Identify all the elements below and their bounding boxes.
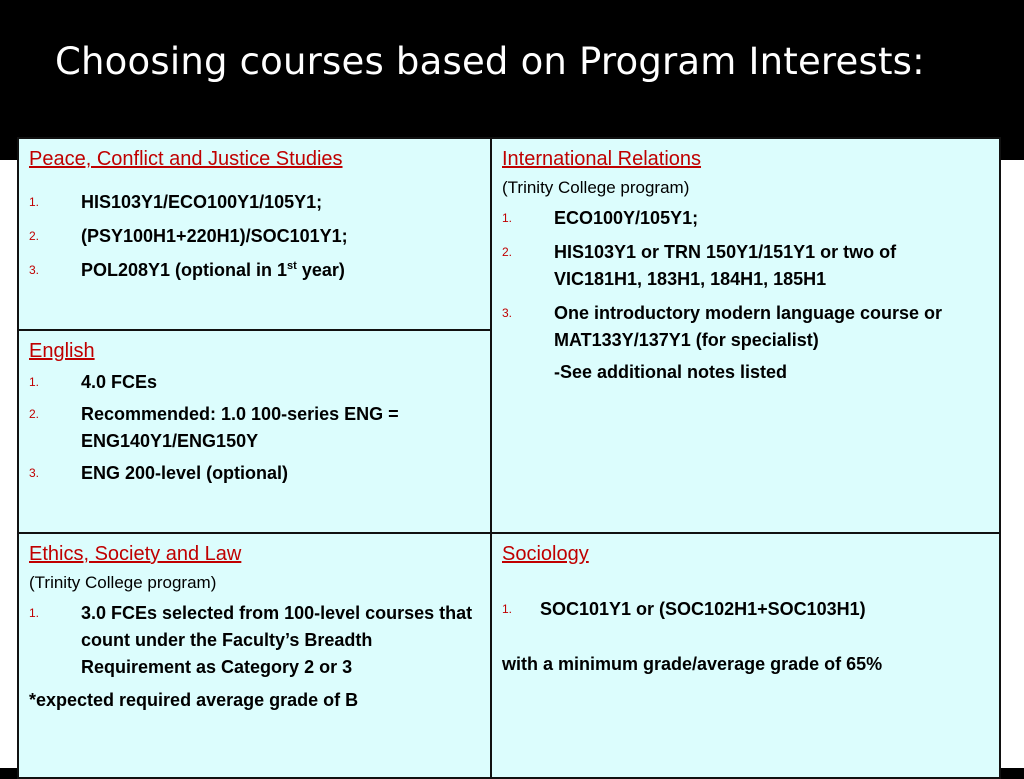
- heading-sociology: Sociology: [502, 543, 589, 565]
- list-item: 1. HIS103Y1/ECO100Y1/105Y1;: [29, 189, 480, 216]
- list-marker: 1.: [502, 602, 513, 616]
- list-item: 3. POL208Y1 (optional in 1st year): [29, 257, 480, 284]
- list-international-relations: [502, 205, 989, 354]
- list-item: 2. Recommended: 1.0 100-series ENG = ENG140Y1/ENG150Y: [29, 401, 480, 455]
- list-sociology: [502, 596, 989, 623]
- slide-title: Choosing courses based on Program Interests:: [55, 40, 925, 83]
- cell-peace-conflict-justice: [18, 138, 491, 330]
- list-marker: 1.: [29, 195, 40, 209]
- note-sociology: with a minimum grade/average grade of 65%: [502, 654, 883, 674]
- subtitle-international-relations: (Trinity College program): [502, 178, 690, 197]
- list-item: 1. ECO100Y/105Y1;: [502, 205, 989, 232]
- list-marker: 1.: [29, 375, 40, 389]
- list-ethics-society-law: [29, 600, 480, 681]
- list-item: 1. 3.0 FCEs selected from 100-level courses that count under the Faculty’s Breadth Requirement as Category 2 or 3: [29, 600, 480, 681]
- cell-ethics-society-law: [18, 533, 491, 778]
- note-international-relations: -See additional notes listed: [554, 362, 788, 382]
- note-ethics-society-law: *expected required average grade of B: [29, 690, 359, 710]
- cell-international-relations: [491, 138, 1000, 533]
- list-item: 3. ENG 200-level (optional): [29, 460, 480, 487]
- list-marker: 1.: [29, 606, 40, 620]
- list-english: [29, 369, 480, 487]
- list-marker: 2.: [502, 245, 513, 259]
- list-marker: 2.: [29, 229, 40, 243]
- heading-ethics-society-law: Ethics, Society and Law: [29, 543, 242, 565]
- heading-international-relations: International Relations: [502, 148, 702, 170]
- list-item: 2. (PSY100H1+220H1)/SOC101Y1;: [29, 223, 480, 250]
- list-marker: 2.: [29, 407, 40, 421]
- list-item: 2. HIS103Y1 or TRN 150Y1/151Y1 or two of VIC181H1, 183H1, 184H1, 185H1: [502, 239, 989, 293]
- list-item: 1. SOC101Y1 or (SOC102H1+SOC103H1): [502, 596, 989, 623]
- cell-english: [18, 330, 491, 533]
- list-marker: 3.: [29, 263, 40, 277]
- cell-sociology: [491, 533, 1000, 778]
- subtitle-ethics-society-law: (Trinity College program): [29, 573, 217, 592]
- course-table: [17, 137, 1001, 779]
- list-item: 3. One introductory modern language course or MAT133Y/137Y1 (for specialist): [502, 300, 989, 354]
- list-marker: 1.: [502, 211, 513, 225]
- list-marker: 3.: [29, 466, 40, 480]
- list-marker: 3.: [502, 306, 513, 320]
- list-item: 1. 4.0 FCEs: [29, 369, 480, 396]
- list-peace-conflict-justice: [29, 189, 480, 284]
- heading-english: English: [29, 340, 95, 362]
- heading-peace-conflict-justice: Peace, Conflict and Justice Studies: [29, 148, 343, 170]
